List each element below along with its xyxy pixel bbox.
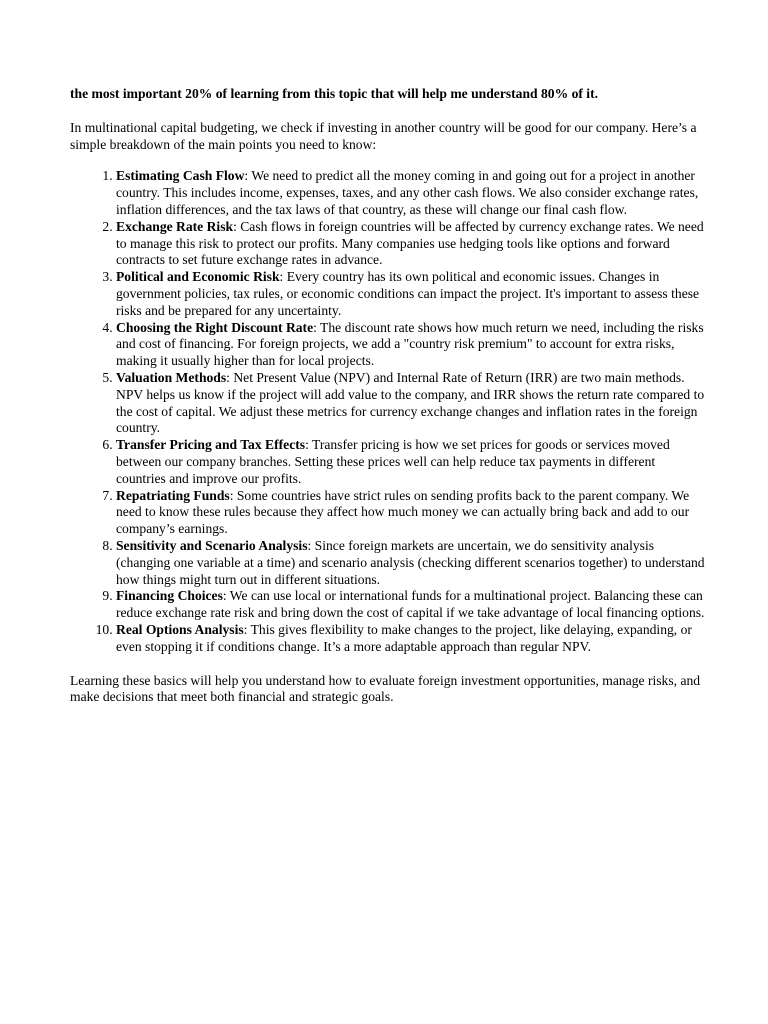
point-text: : The discount rate shows how much return we need, including the risks and cost of financing. For foreign projects, we add a "country risk premium" to account for extra risks, making it usually higher than for local projects. — [116, 319, 704, 369]
list-item — [116, 488, 706, 538]
point-text: : Net Present Value (NPV) and Internal Rate of Return (IRR) are two main methods. NPV helps us know if the project will add value to the company, and IRR shows the return rate compared to the cost of capital. We adjust these metrics for currency exchange changes and inflation rates in the foreign country. — [116, 369, 705, 436]
point-term: Valuation Methods — [116, 369, 227, 385]
point-text: : Transfer pricing is how we set prices for goods or services moved between our company branches. Setting these prices well can help reduce tax payments in different countries and improve our profits. — [116, 437, 670, 486]
point-term: Political and Economic Risk — [116, 269, 280, 285]
point-term: Sensitivity and Scenario Analysis — [116, 537, 308, 553]
point-term: Transfer Pricing and Tax Effects — [116, 437, 306, 453]
list-item — [116, 622, 706, 656]
point-term: Estimating Cash Flow — [116, 168, 245, 184]
point-text: : Since foreign markets are uncertain, we do sensitivity analysis (changing one variable at a time) and scenario analysis (checking different scenarios together) to understand how things might turn out in different situations. — [116, 537, 705, 587]
list-item — [116, 588, 706, 622]
key-points-list — [70, 168, 706, 655]
point-text: : Every country has its own political and economic issues. Changes in government policies, tax rules, or economic conditions can impact the project. It's important to assess these risks and be prepared for any uncertainty. — [116, 269, 700, 318]
document-page — [70, 86, 706, 706]
list-item — [116, 219, 706, 269]
list-item — [116, 538, 706, 588]
list-item — [116, 320, 706, 370]
point-text: : We need to predict all the money coming in and going out for a project in another country. This includes income, expenses, taxes, and any other cash flows. We also consider exchange rates, inflation differences, and the tax laws of that country, as these will change our final cash flow. — [116, 168, 699, 217]
document-heading: the most important 20% of learning from this topic that will help me understand 80% of it. — [70, 86, 599, 101]
point-text: : Cash flows in foreign countries will be affected by currency exchange rates. We need to manage this risk to protect our profits. Many companies use hedging tools like options and forward contracts to set future exchange rates in advance. — [116, 218, 704, 268]
list-item — [116, 437, 706, 487]
list-item — [116, 168, 706, 218]
point-text: : This gives flexibility to make changes to the project, like delaying, expanding, or even stopping it if conditions change. It’s a more adaptable approach than regular NPV. — [116, 621, 692, 654]
list-item — [116, 269, 706, 319]
closing-paragraph: Learning these basics will help you understand how to evaluate foreign investment opportunities, manage risks, and make decisions that meet both financial and strategic goals. — [70, 672, 701, 705]
point-text: : Some countries have strict rules on sending profits back to the parent company. We need to know these rules because they affect how much money we can actually bring back and add to our company’s earnings. — [116, 487, 690, 537]
point-term: Financing Choices — [116, 588, 223, 604]
point-term: Choosing the Right Discount Rate — [116, 319, 314, 335]
list-item — [116, 370, 706, 437]
point-term: Exchange Rate Risk — [116, 218, 234, 234]
intro-paragraph: In multinational capital budgeting, we check if investing in another country will be good for our company. Here’s a simple breakdown of the main points you need to know: — [70, 119, 697, 152]
point-term: Real Options Analysis — [116, 621, 244, 637]
point-term: Repatriating Funds — [116, 487, 230, 503]
point-text: : We can use local or international funds for a multinational project. Balancing these can reduce exchange rate risk and bring down the cost of capital if we take advantage of local financing options. — [116, 588, 705, 621]
